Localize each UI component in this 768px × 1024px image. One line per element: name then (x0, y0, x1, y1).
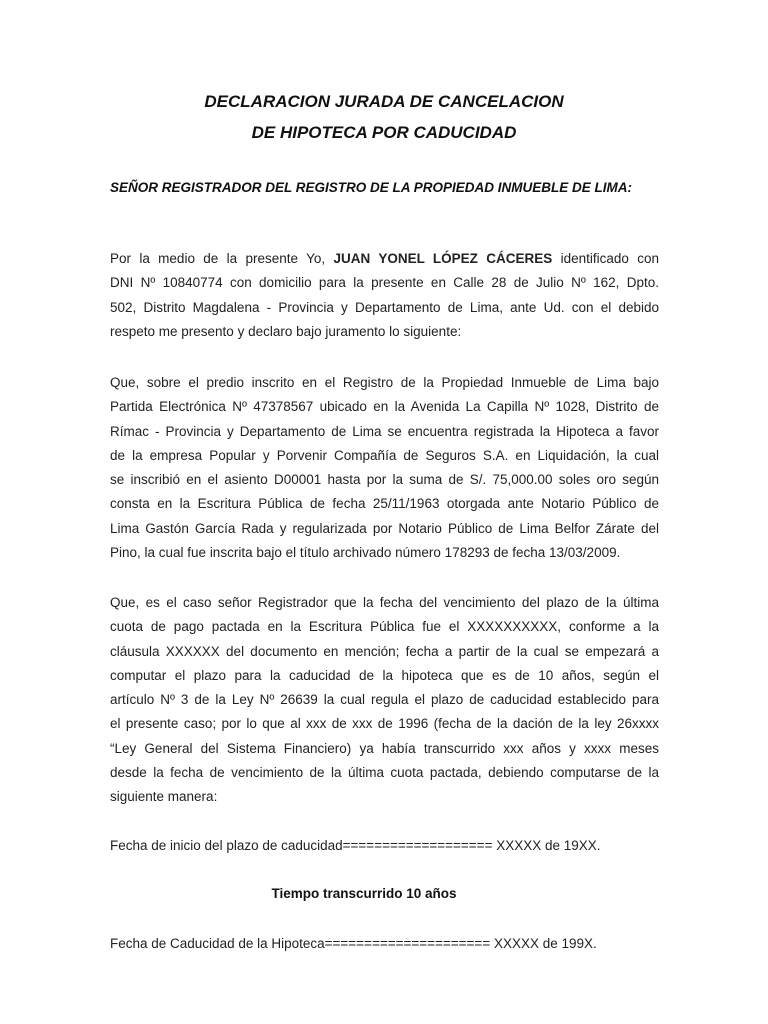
paragraph-line: cláusula XXXXXX del documento en mención; fecha a partir de la cual se empezará a (110, 643, 659, 659)
paragraph-line: Pino, la cual fue inscrita bajo el título archivado número 178293 de fecha 13/03/2009. (110, 545, 621, 561)
paragraph-line (110, 247, 659, 271)
paragraph-line: Que, sobre el predio inscrito en el Registro de la Propiedad Inmueble de Lima bajo (110, 375, 659, 390)
paragraph-line: de la empresa Popular y Porvenir Compañía de Seguros S.A. en Liquidación, la cual (110, 447, 659, 463)
paragraph-line: desde la fecha de vencimiento de la última cuota pactada, debiendo computarse de la (110, 765, 659, 781)
document-title-line2: DE HIPOTECA POR CADUCIDAD (251, 123, 517, 142)
paragraph-property (110, 371, 659, 565)
paragraph-declarant (110, 247, 659, 344)
paragraph-line: Que, es el caso señor Registrador que la fecha del vencimiento del plazo de la última (110, 595, 659, 610)
paragraph-line: Rímac - Provincia y Departamento de Lima se encuentra registrada la Hipoteca a favor (110, 423, 659, 439)
paragraph-line: respeto me presento y declaro bajo juramento lo siguiente: (110, 323, 462, 339)
paragraph-line: consta en la Escritura Pública de fecha 25/11/1963 otorgada ante Notario Público de (110, 496, 659, 512)
paragraph-line: “Ley General del Sistema Financiero) ya había transcurrido xxx años y xxxx meses (110, 740, 659, 756)
expiry-date-line: Fecha de Caducidad de la Hipoteca===================== XXXXX de 199X. (110, 936, 597, 951)
addressee-heading: SEÑOR REGISTRADOR DEL REGISTRO DE LA PROPIEDAD INMUEBLE DE LIMA: (110, 180, 633, 195)
paragraph-expiry (110, 591, 659, 810)
paragraph-line: artículo Nº 3 de la Ley Nº 26639 la cual regula el plazo de caducidad establecido para (110, 692, 659, 708)
paragraph-line: DNI Nº 10840774 con domicilio para la presente en Calle 28 de Julio Nº 162, Dpto. (110, 275, 659, 291)
paragraph-line: el presente caso; por lo que al xxx de xxx de 1996 (fecha de la dación de la ley 26xxxx (110, 716, 659, 732)
start-date-line: Fecha de inicio del plazo de caducidad=================== XXXXX de 19XX. (110, 838, 601, 853)
paragraph-line: Lima Gastón García Rada y regularizada por Notario Público de Lima Belfor Zárate del (110, 520, 659, 536)
paragraph-line: siguiente manera: (110, 789, 218, 805)
paragraph-line: cuota de pago pactada en la Escritura Pública fue el XXXXXXXXXX, conforme a la (110, 619, 659, 635)
document-title-line1: DECLARACION JURADA DE CANCELACION (204, 92, 564, 111)
paragraph-text: Por la medio de la presente Yo, (110, 251, 334, 266)
declarant-name: JUAN YONEL LÓPEZ CÁCERES (333, 251, 553, 266)
paragraph-line: 502, Distrito Magdalena - Provincia y Departamento de Lima, ante Ud. con el debido (110, 299, 659, 315)
elapsed-time-heading: Tiempo transcurrido 10 años (271, 886, 457, 901)
paragraph-text: identificado con (552, 251, 659, 266)
paragraph-line: Partida Electrónica Nº 47378567 ubicado en la Avenida La Capilla Nº 1028, Distrito de (110, 399, 659, 415)
paragraph-line: se inscribió en el asiento D00001 hasta por la suma de S/. 75,000.00 soles oro según (110, 472, 659, 488)
paragraph-line: computar el plazo para la caducidad de la hipoteca que es de 10 años, según el (110, 667, 659, 683)
